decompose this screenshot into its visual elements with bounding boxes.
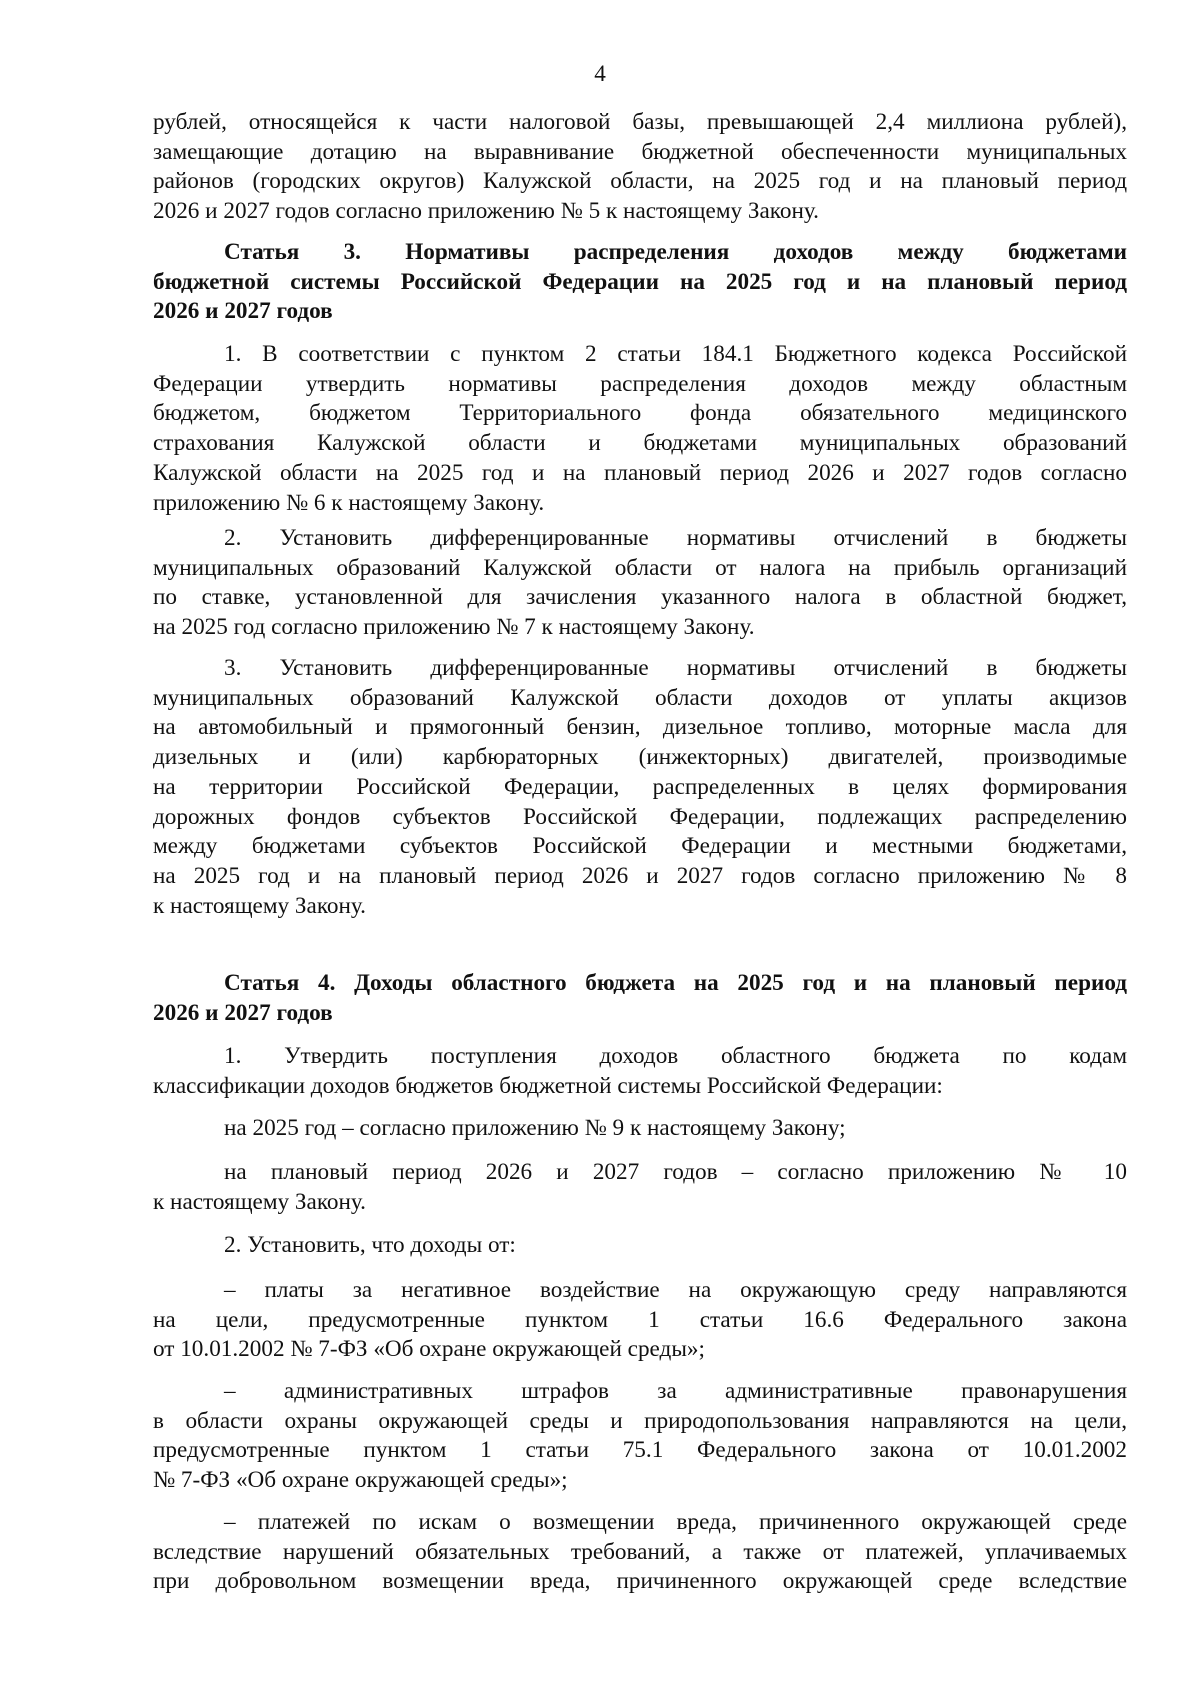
text-line: дорожных фондов субъектов Российской Федерации, подлежащих распределению: [153, 803, 1127, 830]
text-line: по ставке, установленной для зачисления указанного налога в областной бюджет,: [153, 584, 1127, 611]
text-line: к настоящему Закону.: [153, 892, 366, 919]
text-line: вследствие нарушений обязательных требований, а также от платежей, уплачиваемых: [153, 1538, 1127, 1565]
text-line: на 2025 год согласно приложению № 7 к настоящему Закону.: [153, 614, 755, 641]
article-3-heading: [153, 238, 1127, 327]
text-line: 3. Установить дифференцированные нормативы отчислений в бюджеты: [224, 655, 1127, 681]
article-3-item-3: [153, 654, 1127, 921]
text-line: на 2025 год и на плановый период 2026 и 2027 годов согласно приложению № 8: [153, 862, 1127, 889]
text-line: предусмотренные пунктом 1 статьи 75.1 Федерального закона от 10.01.2002: [153, 1437, 1127, 1464]
text-line: классификации доходов бюджетов бюджетной системы Российской Федерации:: [153, 1072, 943, 1099]
text-line: – платежей по искам о возмещении вреда, причиненного окружающей среде: [224, 1509, 1127, 1535]
text-line: к настоящему Закону.: [153, 1188, 366, 1215]
article-4-item-2-dash-2: [153, 1377, 1127, 1496]
text-line: № 7-ФЗ «Об охране окружающей среды»;: [153, 1467, 568, 1494]
text-line: муниципальных образований Калужской области доходов от уплаты акцизов: [153, 684, 1127, 711]
text-line: на плановый период 2026 и 2027 годов – согласно приложению № 10: [224, 1159, 1127, 1185]
text-line: муниципальных образований Калужской области от налога на прибыль организаций: [153, 554, 1127, 581]
text-line: – административных штрафов за административные правонарушения: [224, 1378, 1127, 1404]
text-line: страхования Калужской области и бюджетами муниципальных образований: [153, 430, 1127, 457]
heading-line: Статья 3. Нормативы распределения доходов между бюджетами: [224, 239, 1127, 265]
text-line: 2. Установить дифференцированные нормативы отчислений в бюджеты: [224, 525, 1127, 551]
heading-line: 2026 и 2027 годов: [153, 999, 333, 1026]
article-4-item-2-dash-1: [153, 1276, 1127, 1365]
article-4-item-1: [153, 1042, 1127, 1101]
heading-line: 2026 и 2027 годов: [153, 298, 333, 325]
text-line: на цели, предусмотренные пунктом 1 статьи 16.6 Федерального закона: [153, 1306, 1127, 1333]
article-4-item-1-subitem-planned: [153, 1158, 1127, 1217]
page-number: 4: [594, 61, 606, 87]
text-line: бюджетом, бюджетом Территориального фонда обязательного медицинского: [153, 400, 1127, 427]
heading-line: бюджетной системы Российской Федерации на 2025 год и на плановый период: [153, 268, 1127, 295]
text-line: рублей, относящейся к части налоговой базы, превышающей 2,4 миллиона рублей),: [153, 109, 1127, 135]
text-line: между бюджетами субъектов Российской Федерации и местными бюджетами,: [153, 833, 1127, 860]
text-line: приложению № 6 к настоящему Закону.: [153, 489, 545, 516]
text-line: замещающие дотацию на выравнивание бюджетной обеспеченности муниципальных: [153, 138, 1127, 165]
text-line: 1. В соответствии с пунктом 2 статьи 184.1 Бюджетного кодекса Российской: [224, 341, 1127, 367]
text-line: на 2025 год – согласно приложению № 9 к настоящему Закону;: [224, 1115, 846, 1141]
text-line: на автомобильный и прямогонный бензин, дизельное топливо, моторные масла для: [153, 714, 1127, 741]
text-line: на территории Российской Федерации, распределенных в целях формирования: [153, 773, 1127, 800]
article-4-item-1-subitem-2025: [153, 1114, 1127, 1144]
text-line: 2026 и 2027 годов согласно приложению № 5 к настоящему Закону.: [153, 198, 819, 225]
paragraph-continuation: [153, 108, 1127, 227]
article-3-item-1: [153, 340, 1127, 518]
text-line: при добровольном возмещении вреда, причиненного окружающей среде вследствие: [153, 1568, 1127, 1595]
text-line: – платы за негативное воздействие на окружающую среду направляются: [224, 1277, 1127, 1303]
text-line: 1. Утвердить поступления доходов областного бюджета по кодам: [224, 1043, 1127, 1069]
text-line: Федерации утвердить нормативы распределения доходов между областным: [153, 370, 1127, 397]
text-line: от 10.01.2002 № 7-ФЗ «Об охране окружающей среды»;: [153, 1336, 705, 1363]
article-4-item-2: [153, 1231, 1127, 1261]
text-line: районов (городских округов) Калужской области, на 2025 год и на плановый период: [153, 168, 1127, 195]
article-3-item-2: [153, 524, 1127, 643]
heading-line: Статья 4. Доходы областного бюджета на 2025 год и на плановый период: [224, 970, 1127, 996]
text-line: дизельных и (или) карбюраторных (инжекторных) двигателей, производимые: [153, 744, 1127, 771]
text-line: Калужской области на 2025 год и на плановый период 2026 и 2027 годов согласно: [153, 459, 1127, 486]
text-line: в области охраны окружающей среды и природопользования направляются на цели,: [153, 1407, 1127, 1434]
article-4-heading: [153, 969, 1127, 1028]
article-4-item-2-dash-3: [153, 1508, 1127, 1597]
text-line: 2. Установить, что доходы от:: [224, 1232, 516, 1258]
